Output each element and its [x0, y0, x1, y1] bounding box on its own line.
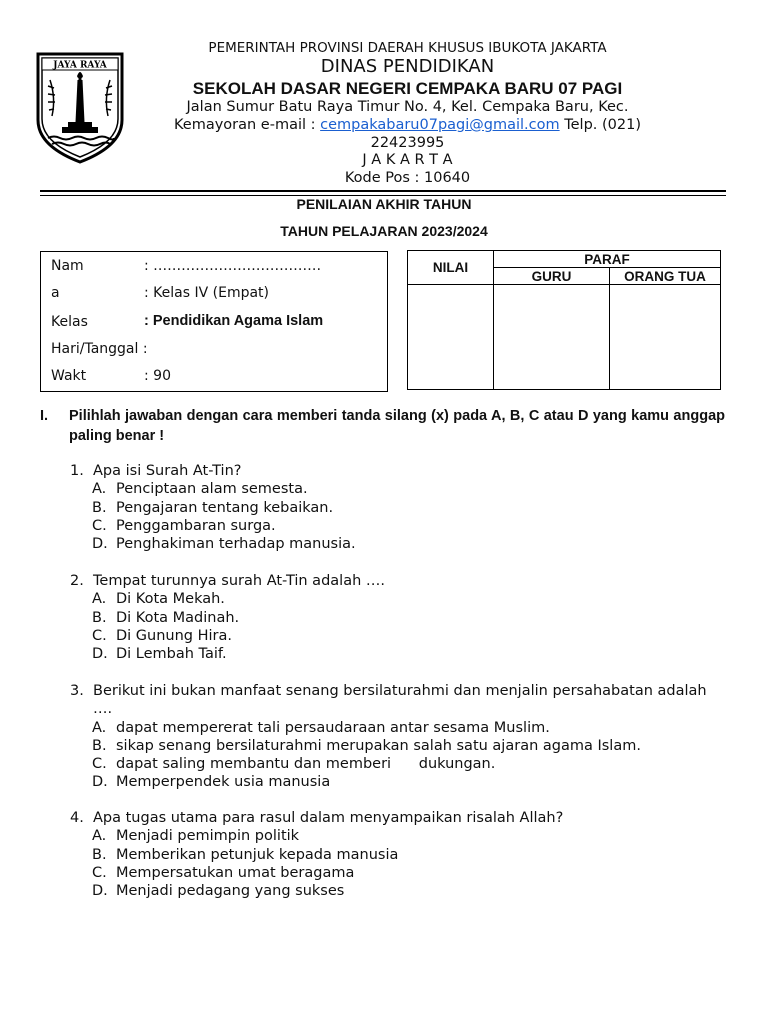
orang-tua-header: ORANG TUA [610, 268, 721, 285]
postal-code: Kode Pos : 10640 [344, 169, 471, 186]
government-name: PEMERINTAH PROVINSI DAERAH KHUSUS IBUKOTA JAKARTA [208, 40, 607, 56]
phone-number: 22423995 [370, 134, 445, 151]
option-b[interactable]: B. Memberikan petunjuk kepada manusia [92, 846, 399, 863]
email-link[interactable]: cempakabaru07pagi@gmail.com [320, 116, 560, 133]
option-c[interactable]: C. Di Gunung Hira. [92, 627, 232, 644]
exam-title: PENILAIAN AKHIR TAHUN [296, 196, 472, 212]
instruction-text: Pilihlah jawaban dengan cara memberi tanda silang (x) pada A, B, C atau D yang kamu anggap paling benar ! [69, 408, 725, 444]
city-name: J A K A R T A [362, 152, 453, 169]
option-c[interactable]: C. Mempersatukan umat beragama [92, 864, 355, 881]
option-b[interactable]: B. Pengajaran tentang kebaikan. [92, 499, 334, 516]
section-instruction [40, 407, 725, 446]
option-d[interactable]: D. Menjadi pedagang yang sukses [92, 883, 345, 900]
option-a[interactable]: A. Menjadi pemimpin politik [92, 828, 300, 845]
option-c[interactable]: C. Penggambaran surga. [92, 517, 276, 534]
contact-line: Kemayoran e-mail : cempakabaru07pagi@gmail.com Telp. (021) [173, 116, 641, 133]
option-d[interactable]: D. Penghakiman terhadap manusia. [92, 536, 356, 553]
question-text: Apa tugas utama para rasul dalam menyampaikan risalah Allah? [93, 810, 564, 826]
logo-caption: JAYA RAYA [53, 60, 107, 71]
student-identity-box: Nam : ……………………………… a : Kelas IV (Empat) Kelas : Pendidikan Agama Islam Hari/Tanggal : Wakt : 90 [40, 251, 388, 392]
school-address [150, 99, 665, 187]
address-line: Jalan Sumur Batu Raya Timur No. 4, Kel. Cempaka Baru, Kec. [186, 99, 629, 116]
header-divider [40, 190, 726, 192]
parent-signature-cell[interactable] [610, 285, 721, 390]
option-b[interactable]: B. sikap senang bersilaturahmi merupakan salah satu ajaran agama Islam. [92, 737, 641, 754]
option-a[interactable]: A. dapat mempererat tali persaudaraan antar sesama Muslim. [92, 719, 550, 736]
option-a[interactable]: A. Di Kota Mekah. [92, 591, 225, 608]
option-d[interactable]: D. Di Lembah Taif. [92, 646, 227, 663]
score-signature-table [407, 250, 721, 390]
question-1: 1. Apa isi Surah At-Tin? A. Penciptaan alam semesta. B. Pengajaran tentang kebaikan. C. Penggambaran surga. D. Penghakiman terhadap manusia. [70, 462, 730, 553]
option-a[interactable]: A. Penciptaan alam semesta. [92, 481, 308, 498]
option-d[interactable]: D. Memperpendek usia manusia [92, 774, 331, 791]
nilai-header: NILAI [408, 251, 494, 285]
option-c[interactable]: C. dapat saling membantu dan memberi dukungan. [92, 756, 496, 773]
jaya-raya-emblem-icon [34, 50, 126, 164]
paraf-header: PARAF [494, 251, 721, 268]
jaya-raya-logo [34, 50, 126, 164]
academic-year: TAHUN PELAJARAN 2023/2024 [280, 223, 488, 239]
school-name: SEKOLAH DASAR NEGERI CEMPAKA BARU 07 PAGI [192, 78, 623, 98]
question-4: 4. Apa tugas utama para rasul dalam menyampaikan risalah Allah? A. Menjadi pemimpin politik B. Memberikan petunjuk kepada manusia C. Mempersatukan umat beragama D. Menjadi pedagang yang sukses [70, 809, 730, 900]
question-2: 2. Tempat turunnya surah At-Tin adalah …. A. Di Kota Mekah. B. Di Kota Madinah. C. Di Gunung Hira. D. Di Lembah Taif. [70, 572, 730, 663]
nilai-cell[interactable] [408, 285, 494, 390]
guru-header: GURU [494, 268, 610, 285]
question-3: 3. Berikut ini bukan manfaat senang bersilaturahmi dan menjalin persahabatan adalah …. A. dapat mempererat tali persaudaraan antar sesama Muslim. B. sikap senang bersilaturahmi merupakan salah satu ajaran agama Islam. C. dapat saling membantu dan memberi dukungan. D. Memperpendek usia manusia [70, 682, 726, 792]
guru-signature-cell[interactable] [494, 285, 610, 390]
question-text: Berikut ini bukan manfaat senang bersilaturahmi dan menjalin persahabatan adalah …. [93, 683, 707, 718]
letterhead [150, 40, 665, 188]
question-text: Tempat turunnya surah At-Tin adalah …. [93, 573, 385, 589]
section-number: I. [40, 408, 49, 424]
department-name: DINAS PENDIDIKAN [320, 56, 495, 78]
question-text: Apa isi Surah At-Tin? [93, 463, 242, 479]
option-b[interactable]: B. Di Kota Madinah. [92, 609, 240, 626]
